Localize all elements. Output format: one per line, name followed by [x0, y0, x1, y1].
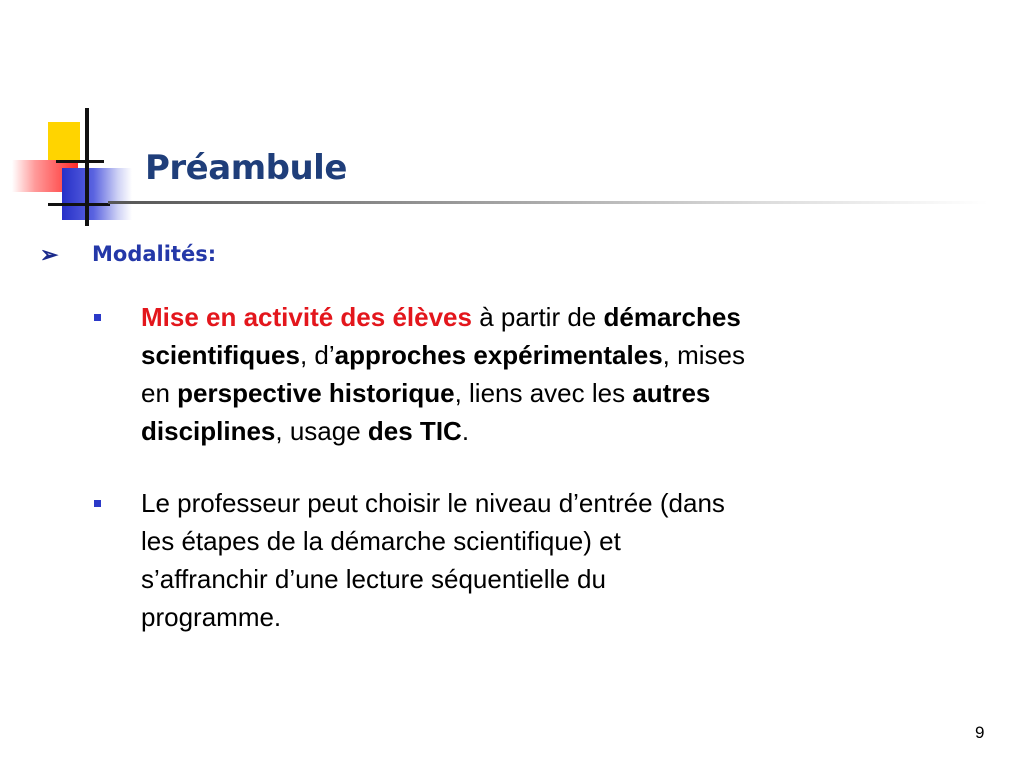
- square-bullet-icon: [94, 314, 101, 321]
- title-underline: [108, 201, 988, 204]
- text-segment: , usage: [275, 416, 368, 446]
- text-segment: à partir de: [471, 302, 604, 332]
- bullet-paragraph-2: [141, 484, 941, 636]
- page-number: 9: [975, 723, 985, 742]
- bullet-paragraph-1: [141, 298, 941, 450]
- text-segment: .: [461, 416, 470, 446]
- arrow-bullet-icon: ➢: [40, 242, 59, 267]
- text-line: Le professeur peut choisir le niveau d’entrée (dans: [141, 488, 725, 518]
- bold-text: approches expérimentales: [334, 340, 663, 370]
- decorative-squares-logo: [0, 0, 170, 240]
- text-line: les étapes de la démarche scientifique) et: [141, 526, 621, 556]
- bold-text: disciplines: [141, 416, 276, 446]
- text-line: programme.: [141, 602, 282, 632]
- text-segment: en: [141, 378, 178, 408]
- text-line: s’affranchir d’une lecture séquentielle du: [141, 564, 606, 594]
- bold-text: autres: [632, 378, 711, 408]
- bold-text: perspective historique: [177, 378, 455, 408]
- text-segment: , d’: [299, 340, 335, 370]
- square-bullet-icon: [94, 500, 101, 507]
- bold-text: des TIC: [367, 416, 462, 446]
- blue-square: [62, 168, 132, 220]
- text-segment: , mises: [662, 340, 746, 370]
- horizontal-line-top: [56, 160, 104, 163]
- text-segment: , liens avec les: [454, 378, 633, 408]
- bold-text: démarches: [603, 302, 741, 332]
- slide-title: Préambule: [145, 148, 347, 188]
- highlight-red-text: Mise en activité des élèves: [141, 302, 472, 332]
- horizontal-line-bottom: [48, 203, 110, 206]
- level1-text: Modalités:: [92, 242, 217, 266]
- bold-text: scientifiques: [141, 340, 300, 370]
- yellow-square: [48, 122, 80, 162]
- vertical-line: [85, 108, 89, 226]
